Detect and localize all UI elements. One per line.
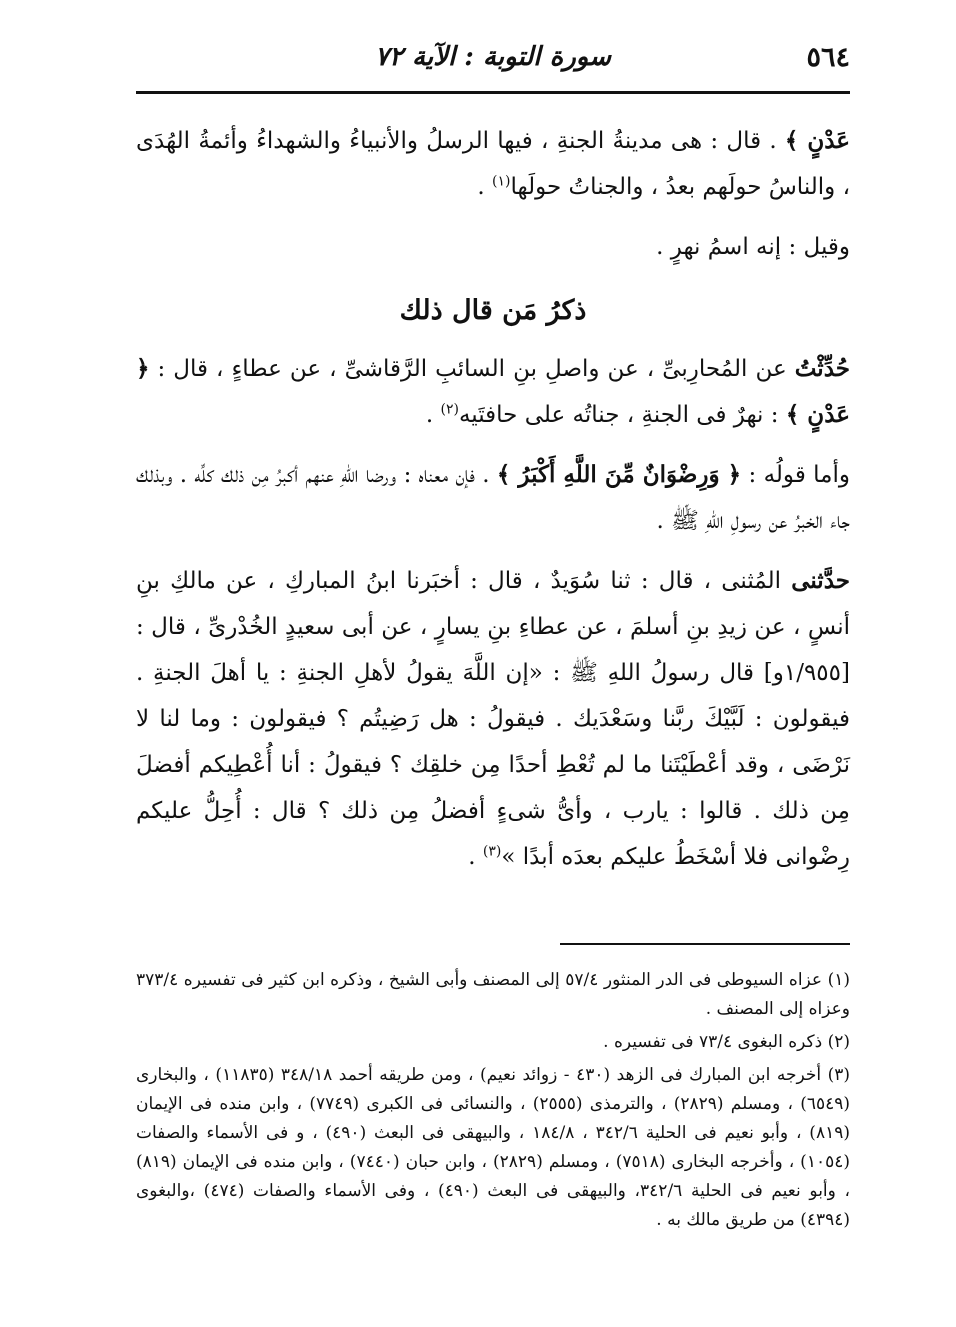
paragraph-end: . [477,174,493,200]
header-rule [136,91,850,94]
narration-lead: حُدِّثْتُ [794,355,850,382]
paragraph-3 [136,346,850,438]
footnote-marker-1: (١) [492,173,511,190]
footnote-2: (٢) ذكره البغوى ٧٣/٤ فى تفسيره . [603,1032,850,1052]
quran-quote: ﴿ عَدْنٍ ﴾ [136,355,850,428]
footnote-3: (٣) أخرجه ابن المبارك فى الزهد (٤٣٠ - زوائد نعيم) ، ومن طريقه أحمد ٣٤٨/١٨ (١١٨٣٥) ، والبخارى (٦٥٤٩) ، ومسلم (٢٨٢٩) ، والترمذى (٢٥٥٥) ، والنسائى فى الكبرى (٧٧٤٩) ، وابن منده فى الإيمان (٨١٩) ، وأبو نعيم فى الحلية ٣٤٢/٦ ، ١٨٤/٨ ، والبيهقى فى البعث (٤٩٠) ، و فى الأسماء والصفات (١٠٥٤) ، وأخرجه البخارى (٧٥١٨) ، ومسلم (٢٨٢٩) ، وابن حبان (٧٤٤٠) ، وابن منده فى الإيمان (٨١٩) ، وأبو نعيم فى الحلية ٣٤٢/٦، والبيهقى فى البعث (٤٩٠) ، وفى الأسماء والصفات (٤٧٤) ،والبغوى (٤٣٩٤) من طريق مالك به . [136,1065,851,1230]
footnote-1: (١) عزاه السيوطى فى الدر المنثور ٥٧/٤ إلى المصنف وأبى الشيخ ، وذكره ابن كثير فى تفسيره ٣٧٣/٤ وعزاه إلى المصنف . [136,970,851,1019]
footnotes [136,966,850,1239]
paragraph-end: . [468,844,483,870]
running-title: سورة التوبة : الآية ٧٢ [375,42,611,72]
paragraph-4 [136,452,850,544]
footnote-marker-2: (٢) [440,401,459,418]
paragraph-text: عن المُحارِبىِّ ، عن واصلِ بنِ السائبِ الرَّقاشىِّ ، عن عطاءٍ ، قال : [149,356,795,382]
footnote-rule [560,943,850,945]
page-header [136,40,850,80]
quran-quote: ﴿ وَرِضْوَانٌ مِّنَ اللَّهِ أَكْبَرُ ﴾ [496,461,742,488]
paragraph-text-2: : نهرٌ فى الجنةِ ، جناتُه على حافتَيه [458,402,786,428]
paragraph-text: المُثنى ، قال : ثنا سُوَيدٌ ، قال : أخبَرنا ابنُ المباركِ ، عن مالكِ بنِ أنسٍ ، عن زيدِ بنِ أسلمَ ، عن عطاءِ بنِ يسارٍ ، عن أبى سعيدٍ الخُدْرىِّ ، قال : [١/٩٥٥و] قال رسولُ اللهِ ﷺ : «إن اللَّهَ يقولُ لأهلِ الجنةِ : يا أهلَ الجنةِ . فيقولون : لَبَّيْكَ ربَّنا وسَعْدَيك . فيقولُ : هل رَضِيتُم ؟ فيقولون : وما لنا لا نَرْضَى ، وقد أعْطَيْتَنا ما لم تُعْطِ أحدًا مِن خلقِك ؟ فيقولُ : أنا أُعْطِيكم أفضلَ مِن ذلك . قالوا : يارب ، وأىُّ شىءٍ أفضلُ مِن ذلك ؟ قال : أُحِلُّ عليكم رِضْوانى فلا أسْخَطُ عليكم بعدَه أبدًا » [136,568,850,870]
main-text [136,118,850,894]
narration-lead: حدَّثنى [791,567,850,594]
paragraph-1 [136,118,850,210]
paragraph-text: وأما قولُه : [741,462,850,488]
quran-quote: عَدْنٍ ﴾ [784,127,851,154]
paragraph-text-2: . فإن معناه : ورضا اللهِ عنهم أكبرُ مِن ذلك كلِّه . وبذلك جاء الخبرُ عن رسولِ اللهِ ﷺ . [136,462,850,534]
paragraph-2: وقيل : إنه اسمُ نهرٍ . [656,234,850,260]
footnote-marker-3: (٣) [482,843,502,860]
paragraph-text: . قال : هى مدينةُ الجنةِ ، فيها الرسلُ والأنبياءُ والشهداءُ وأئمةُ الهُدَى ، والناسُ حولَهم بعدُ ، والجناتُ حولَها [136,128,850,200]
section-heading: ذكرُ مَن قال ذلك [399,295,587,326]
paragraph-end: . [425,402,441,428]
page-number: ٥٦٤ [806,42,850,73]
paragraph-5 [136,558,850,880]
